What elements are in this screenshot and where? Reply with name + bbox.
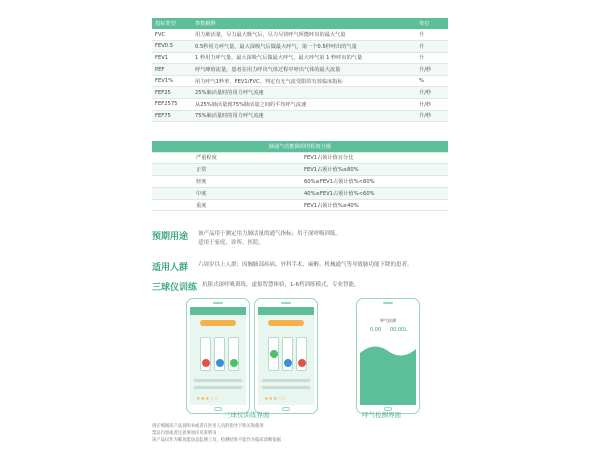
- unit-cell: 升/秒: [416, 99, 448, 111]
- table-row: [152, 64, 448, 76]
- table-row: [152, 164, 448, 176]
- header-cell: 单位: [416, 18, 448, 29]
- trainer-tube: [214, 337, 225, 371]
- indicator-cell: FEF25: [152, 87, 192, 99]
- blue-ball-icon: [284, 359, 292, 367]
- footer-line: 该产品仅作为肺功能动态监测工具，检测结果不能作为临床诊断依据: [152, 438, 281, 443]
- red-ball-icon: [202, 359, 210, 367]
- description-cell: 25%肺活量时的用力呼气流速: [192, 87, 416, 99]
- severity-range: FEV1占预计值%≤40%: [304, 199, 448, 211]
- table-row: [152, 187, 448, 199]
- phone-camera: [281, 302, 291, 304]
- unit-cell: %: [416, 75, 448, 87]
- unit-cell: 升/秒: [416, 110, 448, 122]
- table-row: [152, 41, 448, 53]
- parameter-table-header: [152, 18, 448, 29]
- airflow-arrow-icon: [268, 320, 304, 326]
- blue-ball-icon: [216, 359, 224, 367]
- table-row: [152, 99, 448, 111]
- footer-line: 请仔细阅读产品说明书或者在医务人员的指导下购买和使用: [152, 424, 264, 429]
- severity-range: 60%≤FEV1占预计值%<80%: [304, 176, 448, 188]
- severity-table: [152, 141, 448, 211]
- trainer-tube: [268, 337, 279, 371]
- mode-bar: [262, 379, 310, 382]
- table-row: [152, 110, 448, 122]
- airflow-arrow-icon: [200, 320, 236, 326]
- trainer-tube: [296, 337, 307, 371]
- description-cell: 用力肺活量，尽力最大吸气后，尽力尽快呼气所能呼出的最大气量: [192, 29, 416, 41]
- table-row: [152, 29, 448, 41]
- indicator-cell: FEV1%: [152, 75, 192, 87]
- mode-bar: [262, 386, 310, 389]
- caption-trainer: 三球仪训练界面: [224, 411, 270, 419]
- indicator-cell: FEF75: [152, 110, 192, 122]
- severity-header: 严重程度: [152, 152, 304, 164]
- phone-screen: [360, 307, 416, 405]
- severity-header: FEV1占预计值百分比: [304, 152, 448, 164]
- people-section: [152, 260, 413, 273]
- parameter-table: [152, 18, 448, 122]
- people-text: 六周岁以上人群；因胸肺部疾病、外科手术、麻醉、机械通气等导致肺功能下降的患者。: [198, 262, 413, 268]
- app-header-bar: [190, 307, 246, 315]
- phone-screen: [190, 307, 246, 405]
- unit-cell: 升: [416, 52, 448, 64]
- app-header-bar: [258, 307, 314, 315]
- phone-screen: [258, 307, 314, 405]
- trainer-tube: [282, 337, 293, 371]
- severity-level: 轻度: [152, 176, 304, 188]
- green-ball-icon: [230, 359, 238, 367]
- indicator-cell: FVC: [152, 29, 192, 41]
- table-row: [152, 75, 448, 87]
- usage-section: [152, 229, 341, 248]
- table-row: [152, 87, 448, 99]
- footer-line: 禁忌内容或者注意事项详见说明书: [152, 431, 217, 436]
- phone-mockup-trainer: [254, 298, 318, 414]
- description-cell: 用力呼气1秒率，FEV1/FVC，判定有无气流受限的有效临床指标: [192, 75, 416, 87]
- severity-level: 重度: [152, 199, 304, 211]
- green-ball-icon: [270, 350, 278, 358]
- usage-title: 预期用途: [152, 232, 189, 242]
- home-button: [214, 407, 222, 411]
- usage-body: [198, 229, 341, 248]
- severity-range: 40%≤FEV1占预计值%<60%: [304, 187, 448, 199]
- trainer-section: [152, 280, 360, 293]
- severity-range: FEV1占预计值%≥80%: [304, 164, 448, 176]
- table-row: [152, 199, 448, 211]
- detect-value: 00.00L: [390, 327, 408, 333]
- unit-cell: 升/秒: [416, 64, 448, 76]
- detect-title: 呼气检测: [380, 318, 396, 323]
- severity-level: 正常: [152, 164, 304, 176]
- header-cell: 参数解释: [192, 18, 416, 29]
- mode-bar: [194, 379, 242, 382]
- indicator-cell: FEV0.5: [152, 41, 192, 53]
- unit-cell: 升: [416, 29, 448, 41]
- people-title: 适用人群: [152, 263, 189, 273]
- mode-bar: [194, 386, 242, 389]
- indicator-cell: PEF: [152, 64, 192, 76]
- indicator-cell: FEF2575: [152, 99, 192, 111]
- unit-cell: 升/秒: [416, 87, 448, 99]
- trainer-tube: [228, 337, 239, 371]
- phone-mockup-detection: [356, 298, 420, 414]
- description-cell: 75%肺活量时的用力呼气流速: [192, 110, 416, 122]
- phone-camera: [213, 302, 223, 304]
- description-cell: 1 秒用力呼气量，最大深吸气后做最大呼气，最大呼气第 1 秒呼出的气量: [192, 52, 416, 64]
- phone-camera: [383, 302, 393, 304]
- description-cell: 呼气峰值流量，患者在用力呼出气体过程中呼出气体的最大流量: [192, 64, 416, 76]
- usage-line: 适用于家庭、诊所、医院。: [198, 240, 265, 246]
- severity-table-title: 肺通气功能障碍的程度分级: [152, 141, 448, 152]
- rating-stars-icon: ★★★☆☆: [196, 396, 219, 402]
- description-cell: 从25%肺活量到75%肺活量之间的平均呼气流速: [192, 99, 416, 111]
- trainer-text: 抗阻式深呼吸训练，虚拟智慧体验，1-6档训练模式，专业智能。: [202, 282, 360, 288]
- unit-cell: 升: [416, 41, 448, 53]
- trainer-title: 三球仪训练: [152, 283, 198, 293]
- severity-level: 中度: [152, 187, 304, 199]
- wave-graphic: [360, 339, 416, 405]
- red-ball-icon: [298, 359, 306, 367]
- caption-detection: 呼气检测界面: [362, 411, 401, 419]
- table-row: [152, 176, 448, 188]
- indicator-cell: FEV1: [152, 52, 192, 64]
- trainer-tube: [200, 337, 211, 371]
- home-button: [282, 407, 290, 411]
- rating-stars-icon: ★★★☆☆: [264, 396, 287, 402]
- usage-line: 该产品用于测定用力肺活量的通气指标；用于深呼吸训练。: [198, 231, 342, 237]
- detect-value: 0.00: [370, 327, 382, 333]
- table-row: [152, 152, 448, 164]
- table-row: [152, 52, 448, 64]
- description-cell: 0.5秒用力呼气量，最大深吸气后做最大呼气，第一个0.5秒呼出的气量: [192, 41, 416, 53]
- phone-mockup-trainer: [186, 298, 250, 414]
- header-cell: 指标类型: [152, 18, 192, 29]
